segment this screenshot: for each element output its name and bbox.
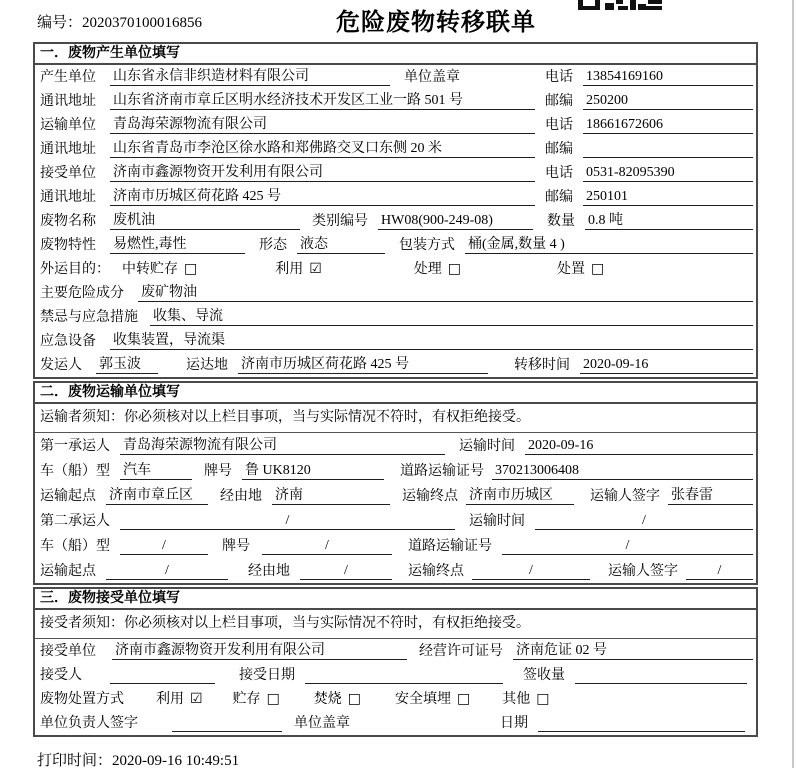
- business-permit-label: 经营许可证号: [419, 644, 503, 659]
- disposal-option-utilize: [156, 691, 203, 708]
- packing-value: 桶(金属,数量 4 ): [465, 236, 753, 254]
- row-right: [545, 92, 753, 110]
- section-producer-title: 一．废物产生单位填写: [35, 44, 756, 65]
- row-left: [40, 92, 545, 110]
- received-quantity-label: 签收量: [523, 668, 565, 683]
- row-receiver-address: [35, 185, 756, 209]
- print-time: [37, 749, 239, 770]
- transport-time-label: 运输时间: [459, 439, 515, 454]
- receiver-unit-label: 接受单位: [40, 166, 96, 181]
- phone-label: 电话: [545, 70, 573, 85]
- origin-label: 运输起点: [40, 564, 96, 579]
- row-route-1: [35, 483, 756, 508]
- shipper-label: 发运人: [40, 358, 82, 373]
- row-route-2: [35, 558, 756, 583]
- receiver-notice: 接受者须知：你必须核对以上栏目事项，当与实际情况不符时，有权拒绝接受。: [35, 610, 756, 639]
- unit-seal-label: 单位盖章: [294, 716, 350, 731]
- purpose-option-dispose: [557, 261, 604, 278]
- row-right: [545, 68, 753, 86]
- purpose-label: 外运目的：: [40, 262, 110, 277]
- transfer-time-label: 转移时间: [514, 358, 570, 373]
- address-label: 通讯地址: [40, 142, 96, 157]
- option-label: 其他: [502, 692, 531, 707]
- hazard-components-label: 主要危险成分: [40, 286, 124, 301]
- terminus-label: 运输终点: [402, 489, 458, 504]
- quantity-value: 0.8 吨: [585, 212, 753, 230]
- row-right: [545, 141, 753, 158]
- shipper-value: 郭玉波: [96, 356, 158, 374]
- checkbox-storage: □: [266, 691, 280, 707]
- phone-label: 电话: [545, 166, 573, 181]
- phone-value: 13854169160: [583, 68, 753, 86]
- receive-date-label: 接受日期: [239, 668, 295, 683]
- packing-label: 包装方式: [399, 238, 455, 253]
- postcode-label: 邮编: [545, 142, 573, 157]
- checkbox-secure-landfill: □: [457, 691, 471, 707]
- plate-number-label: 牌号: [204, 464, 232, 479]
- purpose-option-transfer-storage: [122, 261, 197, 278]
- form-value: 液态: [297, 236, 385, 254]
- row-waste-traits: [35, 233, 756, 257]
- row-emergency-measures: [35, 305, 756, 329]
- via-label: 经由地: [220, 489, 262, 504]
- receive-date-value: [305, 667, 503, 684]
- option-label: 焚烧: [313, 692, 342, 707]
- address-value: 山东省济南市章丘区明水经济技术开发区工业一路 501 号: [110, 92, 535, 110]
- option-label: 中转贮存: [122, 262, 178, 277]
- row-responsible-signature: [35, 711, 756, 735]
- row-left: [40, 188, 545, 206]
- option-label: 安全填埋: [395, 692, 452, 707]
- section-receiver-title: 三．废物接受单位填写: [35, 589, 756, 610]
- checkbox-utilize-checked: ☑: [190, 691, 203, 707]
- receive-person-label: 接受人: [40, 668, 82, 683]
- serial-number: [37, 11, 202, 32]
- destination-label: 运达地: [186, 358, 228, 373]
- row-receive-unit: [35, 639, 756, 663]
- row-right: [545, 164, 753, 182]
- page-edge-divider: [792, 0, 794, 768]
- carrier-signature-value: /: [686, 562, 753, 580]
- row-vehicle-2: [35, 533, 756, 558]
- row-transport-unit: [35, 113, 756, 137]
- terminus-value: 济南市历城区: [466, 487, 574, 505]
- emergency-equipment-value: 收集装置，导流渠: [110, 332, 753, 350]
- address-value: 济南市历城区荷花路 425 号: [110, 188, 535, 206]
- producer-unit-value: 山东省永信非织造材料有限公司: [110, 68, 390, 86]
- destination-value: 济南市历城区荷花路 425 号: [238, 356, 488, 374]
- plate-number-value: /: [262, 537, 392, 555]
- postcode-label: 邮编: [545, 190, 573, 205]
- purpose-option-treat: [414, 261, 461, 278]
- option-label: 处置: [557, 262, 586, 277]
- phone-value: 18661672606: [583, 116, 753, 134]
- checkbox-other: □: [536, 691, 550, 707]
- first-carrier-value: 青岛海荣源物流有限公司: [120, 437, 445, 455]
- waste-traits-value: 易燃性,毒性: [110, 236, 245, 254]
- plate-number-label: 牌号: [222, 539, 250, 554]
- waste-name-label: 废物名称: [40, 214, 96, 229]
- checkbox-transfer-storage: □: [184, 261, 198, 277]
- category-code-value: HW08(900-249-08): [378, 212, 533, 230]
- print-time-value: 2020-09-16 10:49:51: [112, 753, 240, 769]
- transport-unit-value: 青岛海荣源物流有限公司: [110, 116, 535, 134]
- row-disposal-method: [35, 687, 756, 711]
- emergency-measures-label: 禁忌与应急措施: [40, 310, 138, 325]
- vehicle-type-label: 车（船）型: [40, 464, 110, 479]
- road-permit-value: /: [502, 537, 753, 555]
- second-carrier-value: /: [120, 512, 455, 530]
- business-permit-value: 济南危证 02 号: [513, 642, 753, 660]
- checkbox-treat: □: [447, 261, 462, 277]
- transporter-notice: 运输者须知：你必须核对以上栏目事项，当与实际情况不符时，有权拒绝接受。: [35, 404, 756, 433]
- section-transporter-title: 二．废物运输单位填写: [35, 383, 756, 404]
- row-second-carrier: [35, 508, 756, 533]
- responsible-signature-label: 单位负责人签字: [40, 716, 138, 731]
- road-permit-label: 道路运输证号: [400, 464, 484, 479]
- row-transport-address: [35, 137, 756, 161]
- address-label: 通讯地址: [40, 190, 96, 205]
- carrier-signature-label: 运输人签字: [608, 564, 678, 579]
- print-time-label: 打印时间：: [37, 753, 113, 769]
- disposal-option-incineration: [314, 691, 361, 708]
- terminus-label: 运输终点: [408, 564, 464, 579]
- origin-value: /: [106, 562, 228, 580]
- road-permit-value: 370213006408: [492, 462, 753, 480]
- option-label: 贮存: [232, 692, 261, 707]
- terminus-value: /: [472, 562, 590, 580]
- section-transporter: [33, 381, 758, 585]
- row-producer-address: [35, 89, 756, 113]
- transport-time-value: 2020-09-16: [525, 437, 753, 455]
- purpose-option-utilize: [275, 261, 322, 278]
- waste-traits-label: 废物特性: [40, 238, 96, 253]
- quantity-label: 数量: [547, 214, 575, 229]
- row-left: [40, 68, 545, 86]
- row-left: [40, 116, 545, 134]
- responsible-signature-value: [172, 715, 282, 732]
- row-emergency-equipment: [35, 329, 756, 353]
- vehicle-type-label: 车（船）型: [40, 539, 110, 554]
- option-label: 利用: [156, 692, 184, 707]
- qr-code-fragment-icon: [578, 0, 662, 10]
- unit-seal-label: 单位盖章: [404, 70, 460, 85]
- carrier-signature-label: 运输人签字: [590, 489, 660, 504]
- checkbox-dispose: □: [591, 261, 605, 277]
- row-left: [40, 140, 545, 158]
- page-title: 危险废物转移联单: [336, 10, 536, 36]
- row-shipper: [35, 353, 756, 377]
- receiver-unit-value: 济南市鑫源物资开发利用有限公司: [110, 164, 535, 182]
- receive-person-value: [110, 667, 215, 684]
- row-waste-name: [35, 209, 756, 233]
- origin-value: 济南市章丘区: [106, 487, 208, 505]
- disposal-option-storage: [233, 691, 280, 708]
- hazard-components-value: 废矿物油: [138, 284, 753, 302]
- receive-unit-value: 济南市鑫源物资开发利用有限公司: [112, 642, 407, 660]
- row-transfer-purpose: [35, 257, 756, 281]
- checkbox-incineration: □: [347, 691, 362, 707]
- option-label: 处理: [413, 262, 442, 277]
- section-producer: [33, 42, 758, 379]
- serial-value: 2020370100016856: [82, 15, 203, 31]
- vehicle-type-value: 汽车: [120, 462, 192, 480]
- disposal-method-label: 废物处置方式: [40, 692, 124, 707]
- transfer-time-value: 2020-09-16: [580, 356, 753, 374]
- category-code-label: 类别编号: [312, 214, 368, 229]
- form-label: 形态: [259, 238, 287, 253]
- receive-unit-label: 接受单位: [40, 644, 96, 659]
- second-carrier-label: 第二承运人: [40, 514, 110, 529]
- first-carrier-label: 第一承运人: [40, 439, 110, 454]
- date-value: [538, 715, 745, 732]
- postcode-value: 250101: [583, 188, 753, 206]
- row-vehicle-1: [35, 458, 756, 483]
- address-value: 山东省青岛市李沧区徐水路和郑佛路交叉口东侧 20 米: [110, 140, 535, 158]
- row-receiver-unit: [35, 161, 756, 185]
- road-permit-label: 道路运输证号: [408, 539, 492, 554]
- via-label: 经由地: [248, 564, 290, 579]
- via-value: 济南: [272, 487, 390, 505]
- row-first-carrier: [35, 433, 756, 458]
- section-receiver: [33, 587, 758, 737]
- row-right: [545, 116, 753, 134]
- carrier-signature-value: 张春雷: [668, 487, 753, 505]
- origin-label: 运输起点: [40, 489, 96, 504]
- transport-time-value: /: [535, 512, 753, 530]
- address-label: 通讯地址: [40, 94, 96, 109]
- plate-number-value: 鲁 UK8120: [242, 462, 384, 480]
- postcode-value: [583, 141, 753, 158]
- row-left: [40, 164, 545, 182]
- manifest-form: [33, 42, 758, 737]
- phone-value: 0531-82095390: [583, 164, 753, 182]
- option-label: 利用: [275, 262, 304, 277]
- disposal-option-secure-landfill: [395, 691, 470, 708]
- waste-name-value: 废机油: [110, 212, 300, 230]
- row-hazard-components: [35, 281, 756, 305]
- date-label: 日期: [500, 716, 528, 731]
- row-receive-person: [35, 663, 756, 687]
- disposal-option-other: [502, 691, 549, 708]
- row-producer-unit: [35, 65, 756, 89]
- postcode-value: 250200: [583, 92, 753, 110]
- producer-unit-label: 产生单位: [40, 70, 96, 85]
- postcode-label: 邮编: [545, 94, 573, 109]
- serial-label: 编号：: [37, 15, 83, 31]
- transport-unit-label: 运输单位: [40, 118, 96, 133]
- phone-label: 电话: [545, 118, 573, 133]
- emergency-equipment-label: 应急设备: [40, 334, 96, 349]
- received-quantity-value: [575, 667, 747, 684]
- transport-time-label: 运输时间: [469, 514, 525, 529]
- vehicle-type-value: /: [120, 537, 208, 555]
- via-value: /: [300, 562, 392, 580]
- emergency-measures-value: 收集、导流: [150, 308, 753, 326]
- row-right: [545, 188, 753, 206]
- checkbox-utilize-checked: ☑: [309, 261, 322, 277]
